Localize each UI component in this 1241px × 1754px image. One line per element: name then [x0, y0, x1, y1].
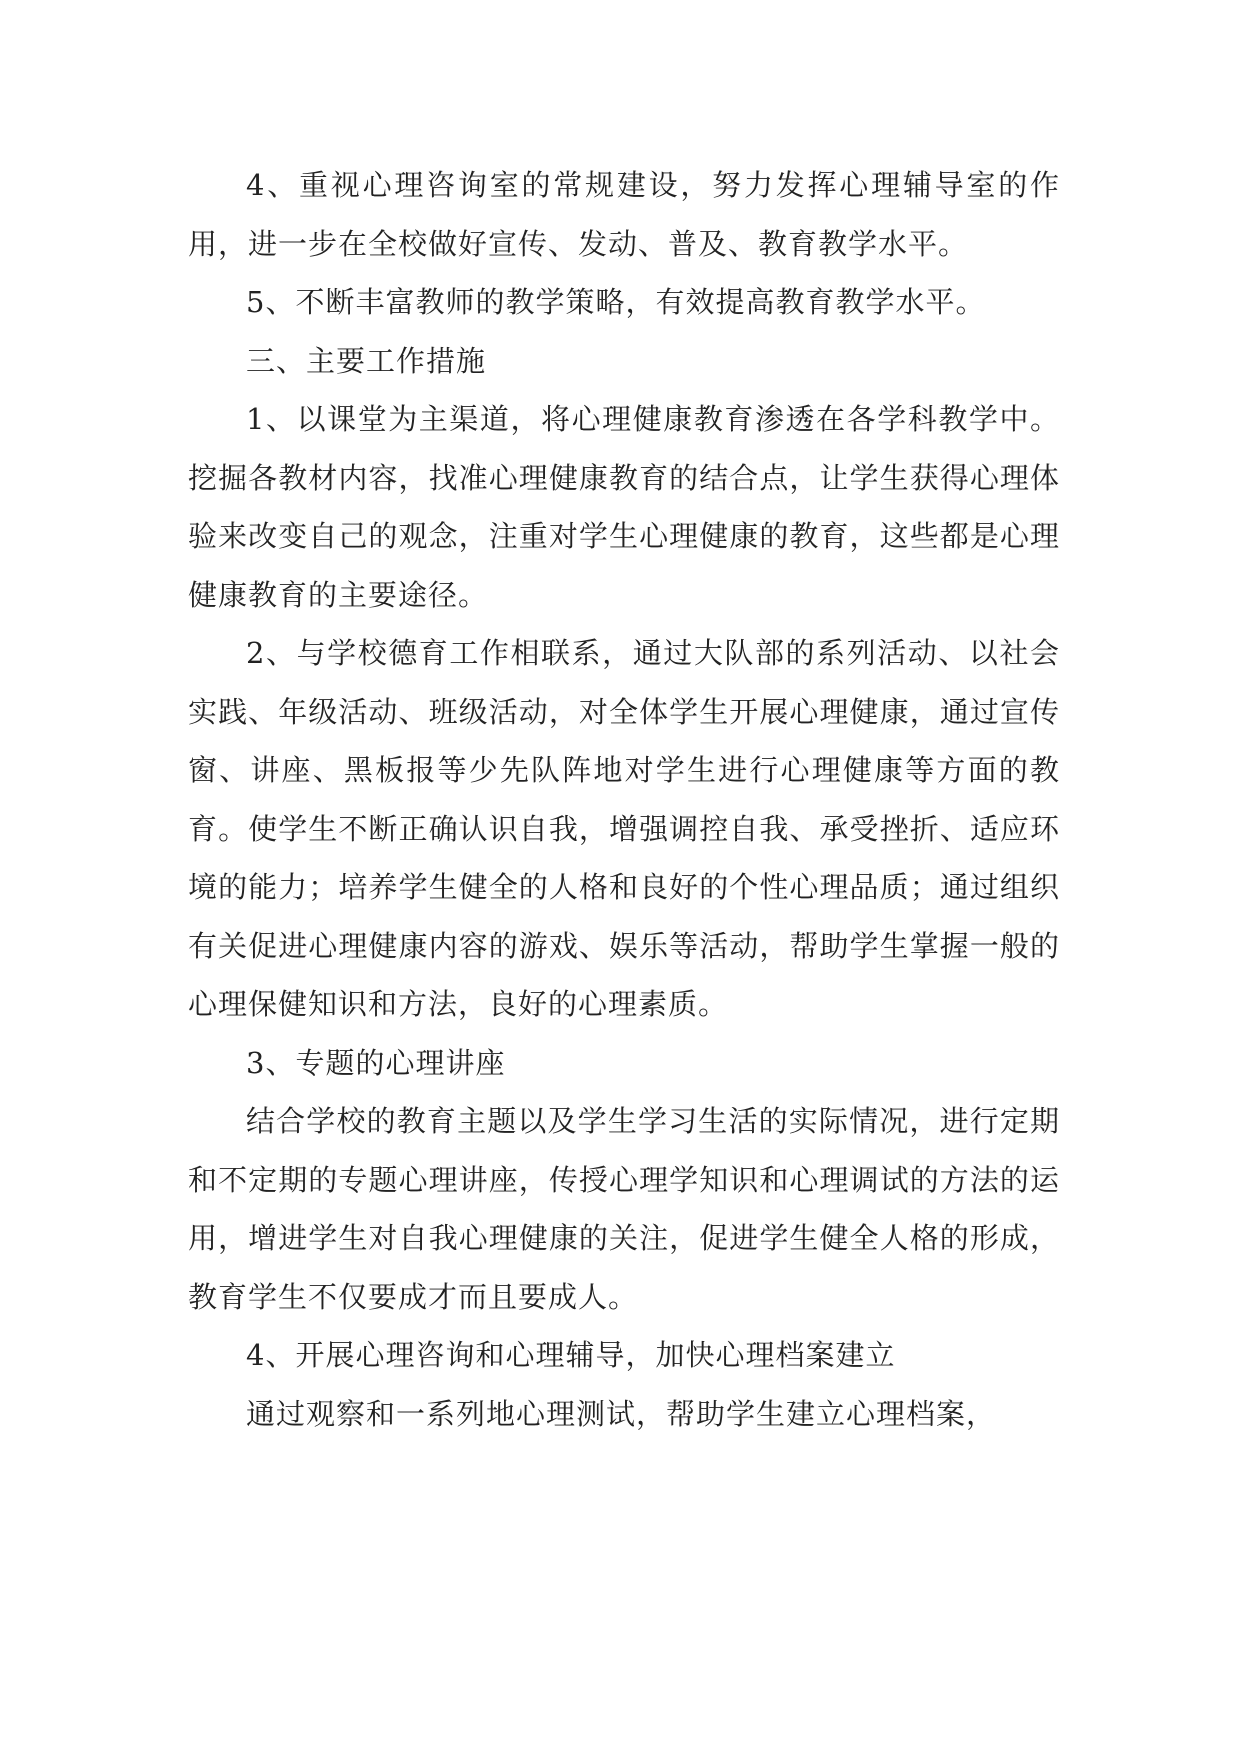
paragraph-measure-1-classroom: 1、以课堂为主渠道，将心理健康教育渗透在各学科教学中。挖掘各教材内容，找准心理健康教育的结合点，让学生获得心理体验来改变自己的观念，注重对学生心理健康的教育，这些都是心理健康教育的主要途径。 [188, 402, 1060, 612]
paragraph-measure-3-heading: 3、专题的心理讲座 [246, 1045, 506, 1080]
paragraph-item-4-counseling-room: 4、重视心理咨询室的常规建设，努力发挥心理辅导室的作用，进一步在全校做好宣传、发动、普及、教育教学水平。 [188, 168, 1060, 261]
paragraph-measure-2-moral-education: 2、与学校德育工作相联系，通过大队部的系列活动、以社会实践、年级活动、班级活动，对全体学生开展心理健康，通过宣传窗、讲座、黑板报等少先队阵地对学生进行心理健康等方面的教育。使学生不断正确认识自我，增强调控自我、承受挫折、适应环境的能力；培养学生健全的人格和良好的个性心理品质；通过组织有关促进心理健康内容的游戏、娱乐等活动，帮助学生掌握一般的心理保健知识和方法，良好的心理素质。 [188, 636, 1060, 1021]
document-body [188, 156, 1060, 1443]
paragraph-measure-4-body: 通过观察和一系列地心理测试，帮助学生建立心理档案， [246, 1396, 997, 1431]
section-heading-main-measures: 三、主要工作措施 [246, 343, 487, 378]
paragraph-measure-4-heading: 4、开展心理咨询和心理辅导，加快心理档案建立 [246, 1338, 896, 1372]
paragraph-measure-3-body: 结合学校的教育主题以及学生学习生活的实际情况，进行定期和不定期的专题心理讲座，传授心理学知识和心理调试的方法的运用，增进学生对自我心理健康的关注，促进学生健全人格的形成，教育学生不仅要成才而且要成人。 [188, 1104, 1060, 1314]
paragraph-item-5-teaching-strategy: 5、不断丰富教师的教学策略，有效提高教育教学水平。 [246, 285, 986, 319]
